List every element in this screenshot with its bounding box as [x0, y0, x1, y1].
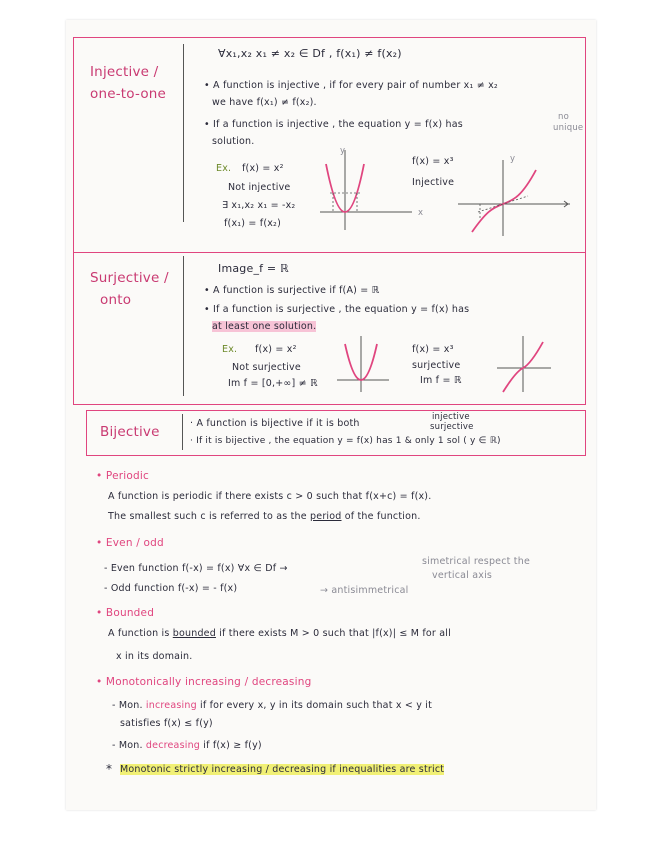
bounded-heading: • Bounded	[96, 607, 155, 619]
injective-example-1-function: f(x) = x²	[242, 163, 284, 174]
bijective-box	[86, 410, 586, 456]
monotonic-decreasing-end: if f(x) ≥ f(y)	[200, 740, 262, 751]
injective-bullet-2-note-alt: unique	[553, 123, 584, 133]
monotonic-increasing-line	[112, 700, 432, 711]
bijective-title: Bijective	[100, 424, 160, 440]
injective-bullet-1: • A function is injective , if for every pair of number x₁ ≠ x₂	[204, 80, 498, 91]
even-function-note: simetrical respect the	[422, 556, 530, 567]
injective-bullet-2-note: no	[558, 112, 569, 122]
surjective-example-2-status: surjective	[412, 360, 461, 371]
monotonic-strict-highlight: Monotonic strictly increasing / decreasing if inequalities are strict	[120, 764, 445, 775]
injective-graph-1-y-label: y	[340, 146, 346, 156]
bounded-line-1-end: if there exists M > 0 such that |f(x)| ≤ M for all	[215, 628, 451, 639]
injective-example-2-status: Injective	[412, 177, 455, 188]
injective-graph-1-x-label: x	[418, 208, 424, 218]
bounded-term: bounded	[172, 628, 216, 639]
odd-function-note: → antisimmetrical	[320, 585, 409, 596]
injective-example-1-status: Not injective	[228, 182, 291, 193]
even-function-line: - Even function f(-x) = f(x) ∀x ∈ Df →	[104, 563, 288, 574]
bounded-line-1	[108, 628, 451, 639]
injective-bullet-2: • If a function is injective , the equation y = f(x) has	[204, 119, 463, 130]
monotonic-increasing-start: - Mon.	[112, 700, 146, 711]
surjective-example-1-function: f(x) = x²	[255, 344, 297, 355]
surjective-bullet-2: • If a function is surjective , the equation y = f(x) has	[204, 304, 470, 315]
even-function-note-alt: vertical axis	[432, 570, 493, 581]
surjective-example-1-status: Not surjective	[232, 362, 301, 373]
periodic-line-2	[108, 511, 421, 522]
bounded-line-2: x in its domain.	[116, 651, 193, 662]
surjective-title-alt: onto	[100, 292, 132, 308]
surjective-example-2-function: f(x) = x³	[412, 344, 454, 355]
surjective-column-line	[183, 256, 184, 396]
surjective-example-1-reason: Im f = [0,+∞] ≠ ℝ	[228, 378, 318, 389]
monotonic-increasing-line-2: satisfies f(x) ≤ f(y)	[120, 718, 213, 729]
bijective-column-line	[182, 414, 183, 450]
surjective-definition: Image_f = ℝ	[218, 262, 289, 275]
period-term: period	[310, 511, 342, 522]
injective-bullet-1-cont: we have f(x₁) ≠ f(x₂).	[212, 97, 317, 108]
injective-example-1-reason: ∃ x₁,x₂ x₁ = -x₂	[222, 200, 296, 211]
parabola-graph-surjective	[335, 336, 395, 396]
monotonic-strict-star: *	[106, 762, 113, 776]
surjective-title: Surjective /	[90, 270, 169, 286]
surjective-example-2-reason: Im f = ℝ	[420, 375, 462, 386]
cubic-graph-injective	[458, 160, 578, 240]
cubic-graph-surjective	[495, 336, 555, 396]
injective-example-1-reason-alt: f(x₁) = f(x₂)	[224, 218, 281, 229]
monotonic-heading: • Monotonically increasing / decreasing	[96, 676, 312, 688]
monotonic-increasing-end: if for every x, y in its domain such that x < y it	[196, 700, 433, 711]
periodic-heading: • Periodic	[96, 470, 149, 482]
injective-title-alt: one-to-one	[90, 86, 167, 102]
surjective-bullet-2-cont	[212, 321, 316, 332]
periodic-line-1: A function is periodic if there exists c > 0 such that f(x+c) = f(x).	[108, 491, 432, 502]
parabola-graph-injective	[320, 150, 420, 240]
injective-definition: ∀x₁,x₂ x₁ ≠ x₂ ∈ Df , f(x₁) ≠ f(x₂)	[218, 47, 402, 60]
injective-example-label: Ex.	[216, 163, 232, 174]
bounded-line-1-start: A function is	[108, 628, 173, 639]
surjective-bullet-1: • A function is surjective if f(A) = ℝ	[204, 285, 380, 296]
bijective-bullet-1-note-alt: surjective	[430, 422, 474, 432]
decreasing-term: decreasing	[145, 740, 201, 751]
periodic-line-2-end: of the function.	[341, 511, 421, 522]
injective-example-2-function: f(x) = x³	[412, 156, 454, 167]
monotonic-strict-line	[120, 764, 444, 775]
even-odd-heading: • Even / odd	[96, 537, 164, 549]
surjective-example-label: Ex.	[222, 344, 238, 355]
monotonic-decreasing-start: - Mon.	[112, 740, 146, 751]
increasing-term: increasing	[145, 700, 197, 711]
monotonic-decreasing-line	[112, 740, 262, 751]
odd-function-line: - Odd function f(-x) = - f(x)	[104, 583, 238, 594]
periodic-line-2-start: The smallest such c is referred to as the	[108, 511, 311, 522]
injective-column-line	[183, 44, 184, 222]
bijective-bullet-2: · If it is bijective , the equation y = f(x) has 1 & only 1 sol ( y ∈ ℝ)	[190, 436, 501, 446]
bijective-bullet-1-note: injective	[432, 412, 470, 422]
bijective-bullet-1: · A function is bijective if it is both	[190, 418, 360, 429]
surjective-highlight: at least one solution.	[212, 321, 317, 332]
injective-graph-2-y-label: y	[510, 154, 516, 164]
injective-title: Injective /	[90, 64, 159, 80]
injective-surjective-divider	[73, 252, 586, 253]
injective-bullet-2-cont: solution.	[212, 136, 255, 147]
